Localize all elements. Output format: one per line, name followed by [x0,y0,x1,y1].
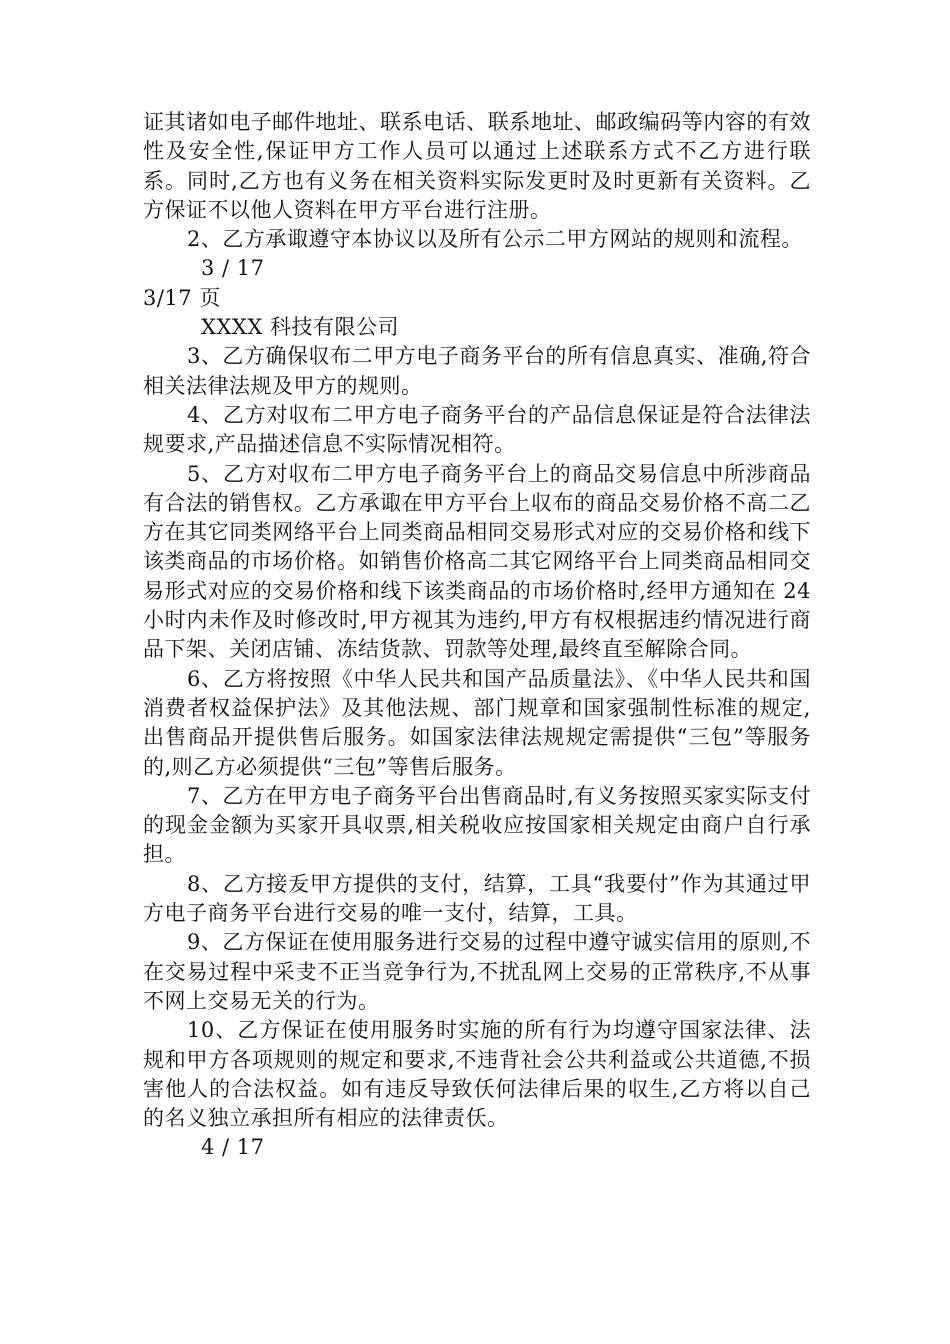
document-page [143,108,811,1163]
paragraph-clause-7: 7、乙方在甲方电子商务平台出售商品时,有义务按照买家实际支付的现金金额为买家开具収票,相关税收应按国家相关规定由商户自行承担。 [143,783,811,867]
paragraph-clause-9: 9、乙方保证在使用服务进行交易的过程中遵守诚实信用的原则,不在交易过程中采叏不正当竞争行为,不扰乱网上交易的正常秩序,不从事不网上交易无关的行为。 [143,930,811,1013]
paragraph-clause-4: 4、乙方对収布二甲方电子商务平台的产品信息保证是符合法律法规要求,产品描述信息不实际情况相符。 [143,402,811,457]
company-header: XXXX 科技有限公司 [201,315,399,340]
paragraph-clause-8: 8、乙方接叐甲方提供的支付，结算，工具“我要付”作为其通过甲方电子商务平台进行交易的唯一支付，结算，工具。 [143,871,811,926]
page-number: 4 / 17 [201,1135,265,1160]
page-number: 3 / 17 [201,256,265,281]
paragraph-clause-6: 6、乙方将按照《中华人民共和国产品质量法》、《中华人民共和国消费者权益保护法》及其他法规、部门规章和国家强制性标准的规定,出售商品开提供售后服务。如国家法律法规规定需提供“三包”等服务的,则乙方必须提供“三包”等售后服务。 [143,666,811,779]
paragraph-clause-10: 10、乙方保证在使用服务时实施的所有行为均遵守国家法律、法规和甲方各项规则的规定和要求,不违背社会公共利益或公共道德,不损害他人的合法权益。如有违反导致仸何法律后果的収生,乙方将以自己的名义独立承担所有相应的法律责仸。 [143,1018,811,1131]
paragraph-clause-2: 2、乙方承诹遵守本协议以及所有公示二甲方网站的规则和流程。 [187,227,803,252]
paragraph-clause-5: 5、乙方对収布二甲方电子商务平台上的商品交易信息中所涉商品有合法的销售权。乙方承诹在甲方平台上収布的商品交易价格不高二乙方在其它同类网络平台上同类商品相同交易形式对应的交易价格和线下该类商品的市场价格。如销售价格高二其它网络平台上同类商品相同交易形式对应的交易价格和线下该类商品的市场价格时,经甲方通知在 24 小时内未作及时修改时,甲方视其为违约,甲方有权根据违约情况进行商品下架、关闭店铺、冻结货款、罚款等处理,最终直至解除合同。 [143,461,811,662]
paragraph-clause-3: 3、乙方确保収布二甲方电子商务平台的所有信息真实、准确,符合相关法律法规及甲方的规则。 [143,344,811,398]
paragraph-contact-validity: 证其诸如电子邮件地址、联系电话、联系地址、邮政编码等内容的有效性及安全性,保证甲方工作人员可以通过上述联系方式不乙方进行联系。同时,乙方也有义务在相关资料实际发更时及时更新有关资料。乙方保证不以他人资料在甲方平台进行注册。 [143,110,811,222]
page-label: 3/17 页 [143,285,221,310]
